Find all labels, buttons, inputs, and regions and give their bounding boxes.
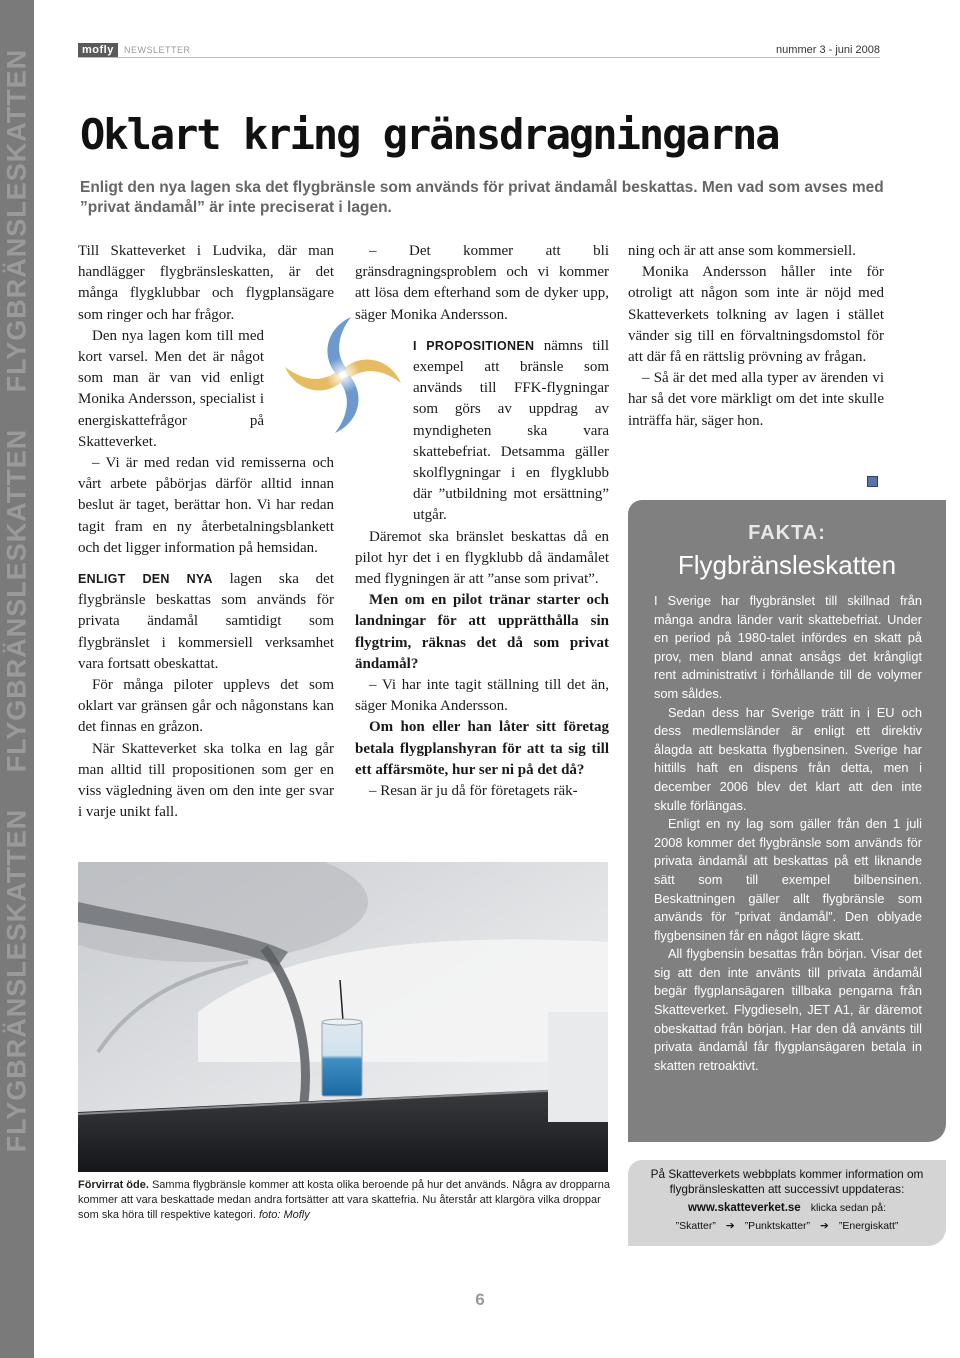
question: Men om en pilot tränar starter och landningar för att upprätthålla sin flygtrim, räknas det då som privat ändamål? [355,592,609,672]
paragraph: – Vi är med redan vid remisserna och vårt arbete påbörjas därför alltid innan beslut är taget, berättar hon. Vi har redan tagit fram en ny återbetalningsblankett och det ligger information på hemsidan. [78,455,334,556]
article-column-3 [628,241,884,432]
paragraph: ning och är att anse som kommersiell. [628,243,856,259]
header-rule [78,57,880,58]
paragraph: Sedan dess har Sverige trätt in i EU och dess medlemsländer är enligt ett direktiv ålagda att beskatta flygbensinen. Sverige har hittills haft en dispens från detta, men i december 2006 blev det klart att den inte skulle förlängas. [654,704,922,813]
sidebar-text-3: FLYGBRÄNSLESKATTEN [1,808,32,1152]
paragraph: För många piloter upplevs det som oklart var gränsen går och någonstans kan det finnas en gråzon. [78,677,334,736]
sidebar-text-2: FLYGBRÄNSLESKATTEN [1,428,32,772]
section-label: NEWSLETTER [124,45,191,55]
fact-heading: Flygbränsleskatten [677,550,897,580]
end-mark-icon [867,476,878,487]
article-title: Oklart kring gränsdragningarna [80,110,779,159]
info-text: På Skatteverkets webbplats kommer information om flygbränsleskatten att successivt uppdateras: [650,1167,924,1196]
issue-label: nummer 3 - juni 2008 [776,44,880,56]
arrow-right-icon: ➔ [725,1220,735,1232]
fact-body [654,592,922,1075]
paragraph: I Sverige har flygbränslet till skillnad från många andra länder varit skattebefriat. Under en period på 1980-talet infördes en skatt på prov, men bland annat ansågs det krångligt rent administrativt i förhållande till de volymer som såldes. [654,593,922,701]
fact-label: FAKTA: [748,522,826,544]
paragraph: ENLIGT DEN NYA lagen ska det flygbränsle beskattas som används för privata ändamål samtidigt som flygbränslet i kommersiell verksamhet vara fortsatt obeskattat. [78,571,334,672]
photo-caption [78,1178,618,1223]
article-column-2 [355,241,609,802]
article-photo [78,862,608,1172]
sidebar-banner [0,0,34,1358]
paragraph: – Det kommer att bli gränsdragningsproblem och vi kommer att lösa dem efterhand som de dyker upp, säger Monika Andersson. [355,243,609,323]
run-in-heading: I PROPOSITIONEN [413,338,535,353]
paragraph: All flygbensin besattas från början. Visar det sig att den inte använts till privata ändamål begär flygplansägaren tillbaka pengarna från Skatteverket. Flygdieseln, JET A1, är däremot obeskattad från början. Har den då använts till privata ändamål får flygplansägaren betala in skatten retroaktivt. [654,946,922,1073]
paragraph: – Så är det med alla typer av ärenden vi har så det vore märkligt om det inte skulle inträffa här, säger hon. [628,370,884,429]
paragraph: När Skatteverket ska tolka en lag går man alltid till propositionen som ger en viss vägledning även om den inte ger svar i varje unikt fall. [78,740,334,821]
paragraph: – Vi har inte tagit ställning till det än, säger Monika Andersson. [355,677,609,715]
caption-text: Samma flygbränsle kommer att kosta olika beroende på hur det används. Några av dropparna kommer att vara beskattade medan andra fortsätter att vara skattefria. Nu återstår att klargöra vilka droppar som ska höra till respektive kategori. [78,1179,610,1221]
article-lead: Enligt den nya lagen ska det flygbränsle som används för privat ändamål beskattas. Men vad som avses med ”privat ändamål” är inte preciserat i lagen. [80,179,884,216]
path-item-energiskatt: ”Energiskatt” [838,1220,899,1232]
paragraph: I PROPOSITIONEN nämns till exempel att bränsle som används till FFK-flygningar som görs av uppdrag av myndigheten ska vara skattebefriat. Detsamma gäller skolflygningar i en flygklubb där ”utbildning mot ersättning” utgår. [413,337,609,524]
paragraph: Den nya lagen kom till med kort varsel. Men det är något som man är van vid enligt Monika Andersson, specialist i energiskattefrågor på Skatteverket. [78,327,264,450]
caption-title: Förvirrat öde. [78,1179,149,1191]
path-item-punktskatter: ”Punktskatter” [744,1220,811,1232]
paragraph: Monika Andersson håller inte för otroligt att någon som inte är nöjd med Skatteverkets tolkning av lagen i stället vänder sig till en förvaltningsdomstol för att där få en rättslig prövning av frågan. [628,264,884,366]
sidebar-text-1: FLYGBRÄNSLESKATTEN [1,48,32,392]
paragraph: Till Skatteverket i Ludvika, där man handlägger flygbränsleskatten, är det många flygklubbar och flygplansägare som ringer och har frågor. [78,243,334,323]
page-number: 6 [475,1290,485,1309]
paragraph: Däremot ska bränslet beskattas då en pilot hyr det i en flygklubb då ändamålet med flygningen är att ”anse som privat”. [355,528,609,588]
page-header [78,43,880,57]
arrow-right-icon: ➔ [820,1220,829,1232]
info-url-suffix: klicka sedan på: [810,1202,887,1214]
question: Om hon eller han låter sitt företag betala flygplanshyran för att ta sig till ett affärsmöte, hur ser ni på det då? [355,719,609,778]
website-link[interactable]: www.skatteverket.se [687,1202,801,1214]
info-path [628,1220,946,1232]
fact-box [628,500,946,1142]
info-box [628,1160,946,1246]
info-url-line [628,1202,946,1214]
run-in-heading: ENLIGT DEN NYA [78,572,213,587]
paragraph: – Resan är ju då för företagets räk- [369,783,578,800]
paragraph: Enligt en ny lag som gäller från den 1 juli 2008 kommer det flygbränsle som används för privata ändamål att beskattas på ett liknande sätt som till exempel bilbensinen. Beskattningen gäller allt flygbränsle som används för ”privat ändamål”. Den oblyade flygbensinen får en något lägre skatt. [654,816,922,943]
path-item-skatter: ”Skatter” [675,1220,716,1232]
photo-credit: foto: Mofly [258,1209,310,1221]
mofly-logo: mofly [78,43,118,57]
